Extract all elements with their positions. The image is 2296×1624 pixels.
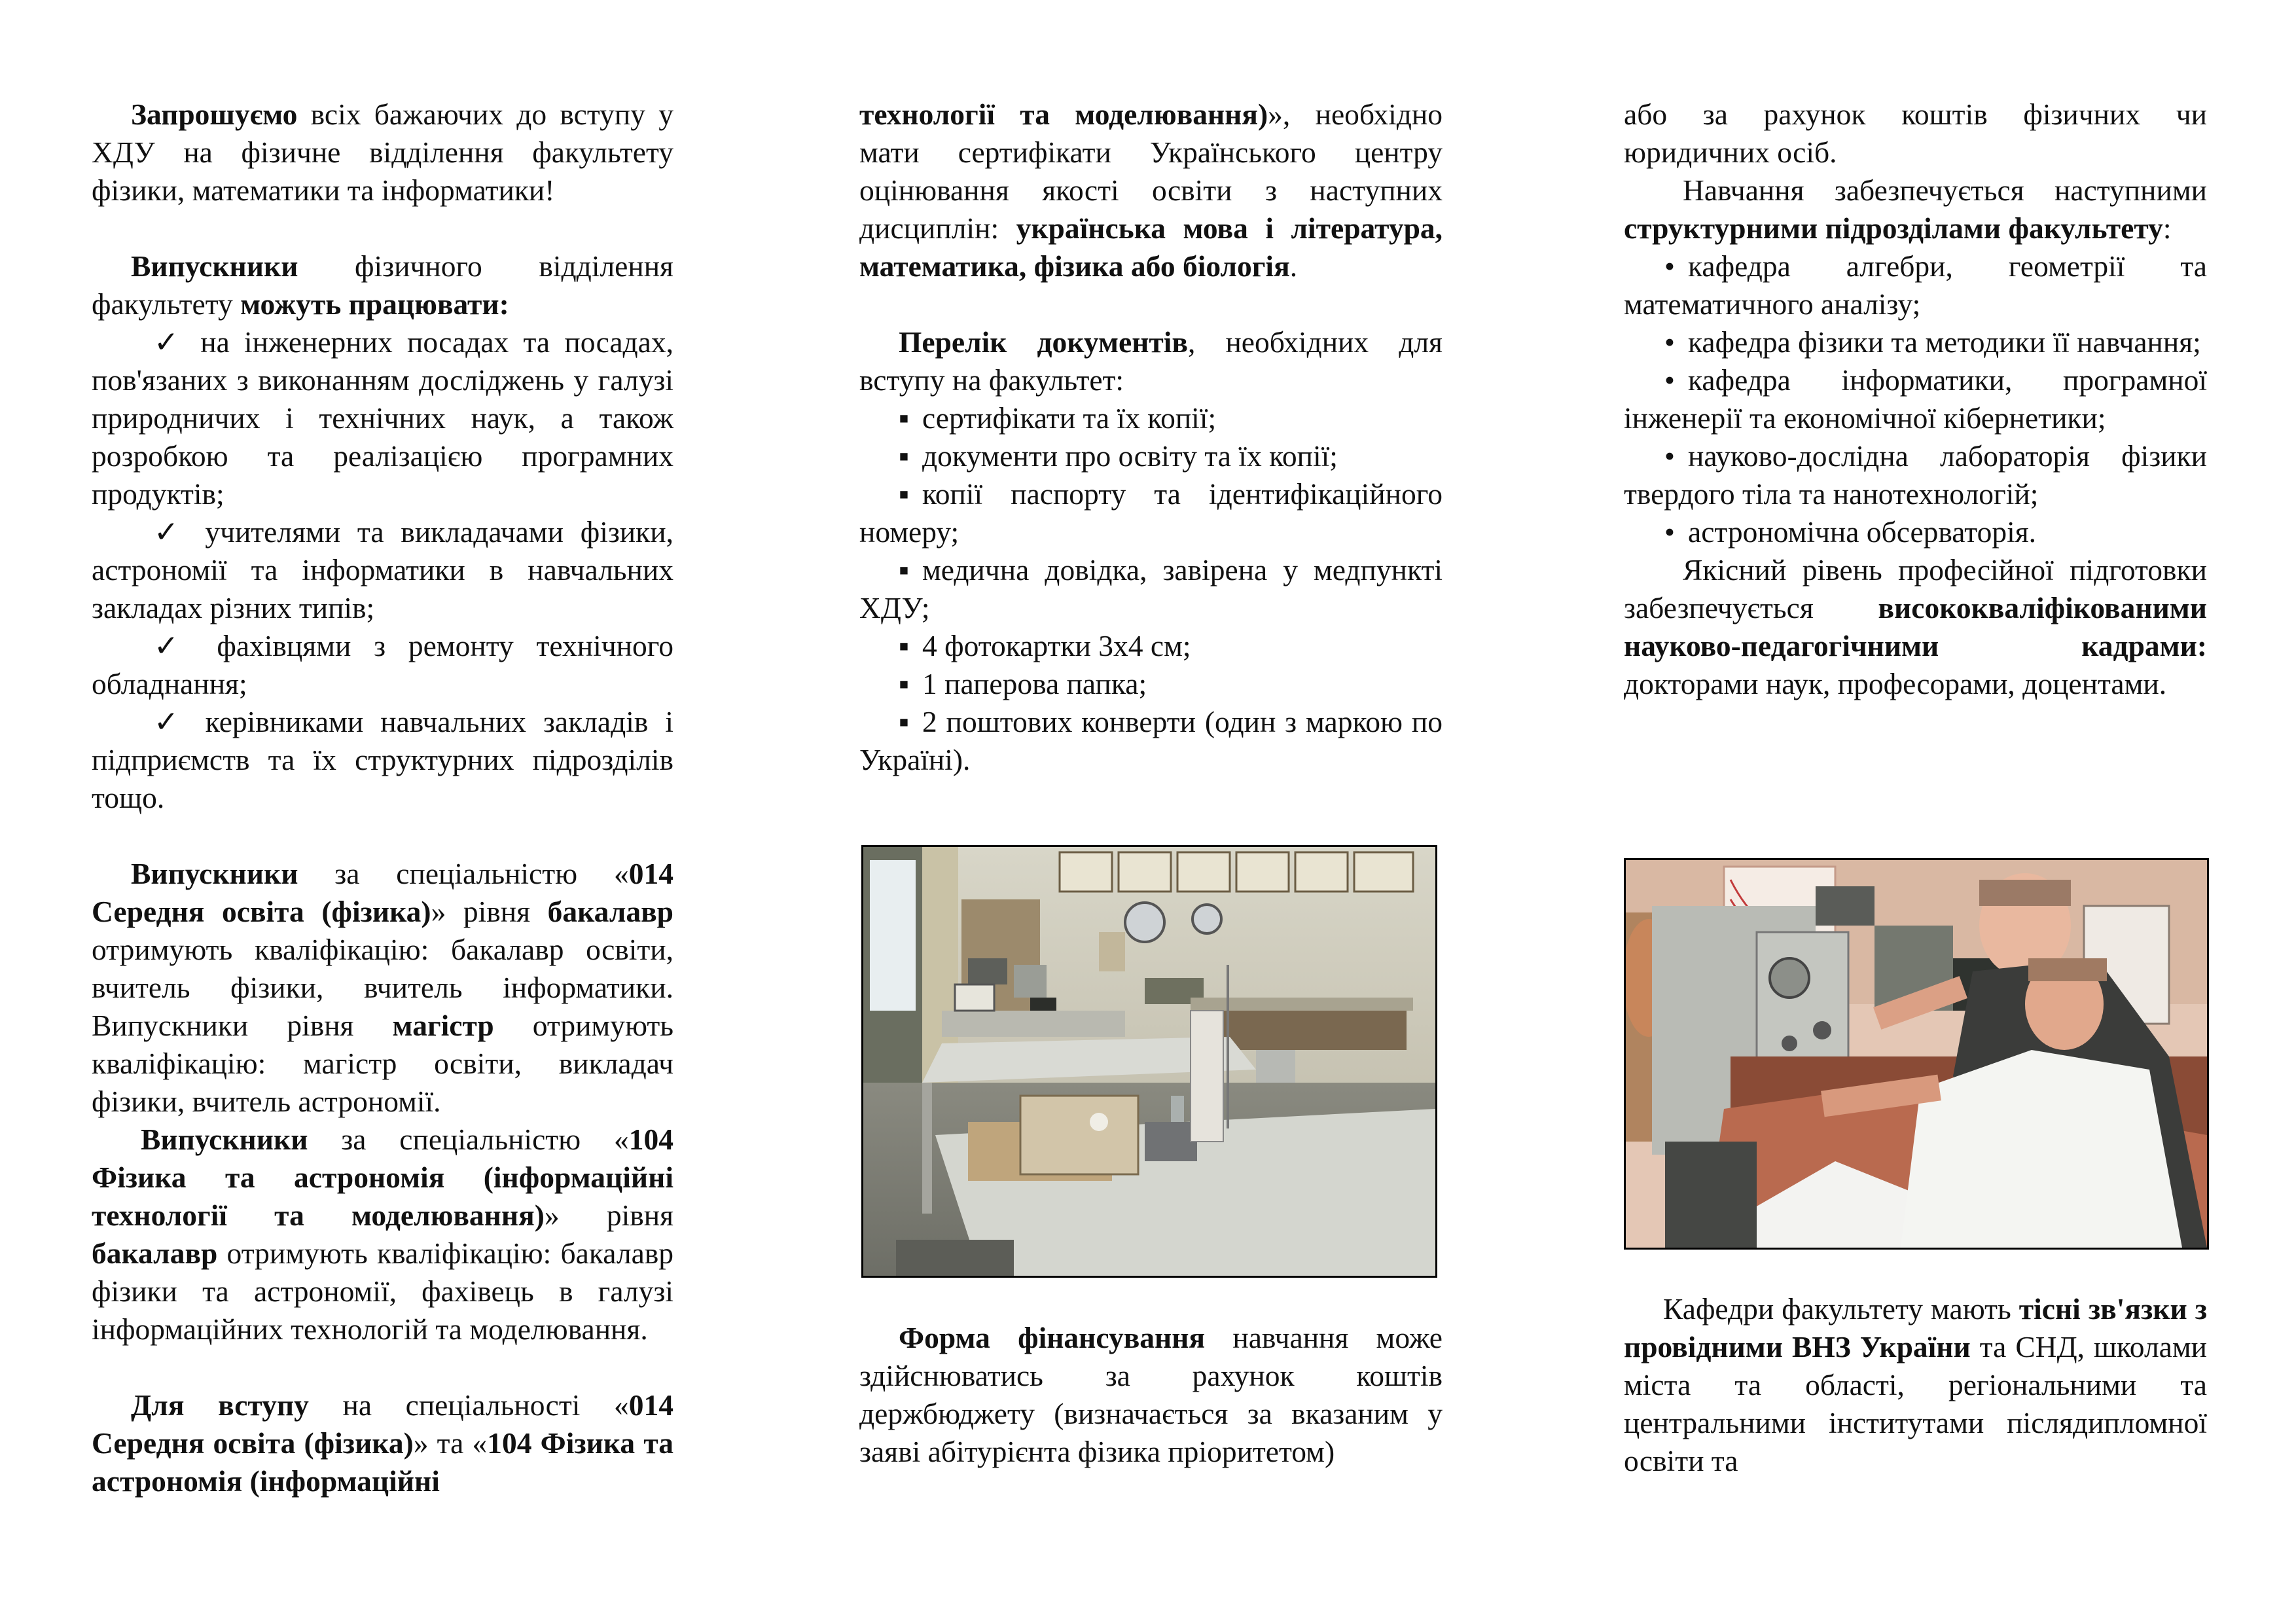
check-icon: ✓	[154, 515, 188, 549]
structure-paragraph: Навчання забезпечується наступними структурними підрозділами факультету:	[1624, 173, 2207, 245]
unit-item: • кафедра фізики та методики її навчання;	[1624, 323, 2207, 361]
specialty-014-paragraph: Випускники за спеціальністю «014 Середня освіта (фізика)» рівня бакалавр отримують кваліфікацію: бакалавр освіти, вчитель фізики, вчитель інформатики. Випускники рівня магістр отримують кваліфікацію: магістр освіти, викладач фізики, вчитель астрономії.	[92, 857, 673, 1118]
check-icon: ✓	[154, 629, 194, 662]
square-bullet-icon: ▪	[898, 439, 910, 473]
admission-paragraph: Для вступу на спеціальності «014 Середня освіта (фізика)» та «104 Фізика та астрономія (інформаційні	[92, 1388, 673, 1498]
document-item: ▪ медична довідка, завірена у медпункті ХДУ;	[859, 551, 1443, 627]
relations-block	[1624, 1290, 2207, 1480]
documents-heading: Перелік документів, необхідних для вступу на факультет:	[859, 325, 1443, 397]
graduates-work-paragraph: Випускники фізичного відділення факультету можуть працювати:	[92, 249, 673, 321]
relations-paragraph: Кафедри факультету мають тісні зв'язки з провідними ВНЗ України та СНД, школами міста та області, регіональними та центральними інститутами післядипломної освіти та	[1624, 1292, 2207, 1477]
square-bullet-icon: ▪	[898, 401, 910, 435]
career-item: ✓ учителями та викладачами фізики, астрономії та інформатики в навчальних закладах різних типів;	[92, 515, 673, 624]
square-bullet-icon: ▪	[898, 667, 910, 700]
bullet-icon: •	[1664, 515, 1675, 549]
bullet-icon: •	[1664, 325, 1675, 359]
square-bullet-icon: ▪	[898, 705, 910, 738]
career-item: ✓ на інженерних посадах та посадах, пов'язаних з виконанням досліджень у галузі природничих і технічних наук, а також розробкою та реалізацією програмних продуктів;	[92, 325, 674, 511]
unit-item: • астрономічна обсерваторія.	[1624, 513, 2207, 551]
physics-laboratory-photo	[861, 845, 1437, 1278]
bullet-icon: •	[1664, 249, 1675, 283]
document-item: ▪ 1 паперова папка;	[859, 665, 1443, 703]
document-item: ▪ сертифікати та їх копії;	[859, 399, 1443, 437]
column-3	[1624, 96, 2207, 703]
financing-block	[859, 1319, 1443, 1471]
square-bullet-icon: ▪	[898, 477, 910, 511]
document-item: ▪ документи про освіту та їх копії;	[859, 437, 1443, 475]
square-bullet-icon: ▪	[898, 553, 910, 586]
career-item: ✓ керівниками навчальних закладів і підприємств та їх структурних підрозділів тощо.	[92, 705, 673, 814]
document-item: ▪ 4 фотокартки 3х4 см;	[859, 627, 1443, 665]
funding-continuation: або за рахунок коштів фізичних чи юридичних осіб.	[1624, 98, 2207, 169]
square-bullet-icon: ▪	[898, 629, 910, 662]
financing-paragraph: Форма фінансування навчання може здійснюватись за рахунок коштів держбюджету (визначається за вказаним у заяві абітурієнта фізика пріоритетом)	[859, 1321, 1443, 1468]
column-1	[92, 96, 673, 1500]
specialty-104-paragraph: Випускники за спеціальністю «104 Фізика та астрономія (інформаційні технології та моделювання)» рівня бакалавр отримують кваліфікацію: бакалавр фізики та астрономії, фахівець в галузі інформаційних технологій та моделювання.	[92, 1123, 673, 1346]
unit-item: • науково-дослідна лабораторія фізики твердого тіла та нанотехнологій;	[1624, 437, 2207, 513]
staff-paragraph: Якісний рівень професійної підготовки забезпечується висококваліфікованими науково-педагогічними кадрами: докторами наук, професорами, доцентами.	[1624, 553, 2207, 700]
certificates-paragraph: технології та моделювання)», необхідно мати сертифікати Українського центру оцінювання якості освіти з наступних дисциплін: українська мова і література, математика, фізика або біологія.	[859, 98, 1443, 283]
unit-item: • кафедра алгебри, геометрії та математичного аналізу;	[1624, 247, 2207, 323]
bullet-icon: •	[1664, 363, 1675, 397]
document-item: ▪ 2 поштових конверти (один з маркою по Україні).	[859, 703, 1443, 779]
invitation-paragraph: Запрошуємо всіх бажаючих до вступу у ХДУ на фізичне відділення факультету фізики, математики та інформатики!	[92, 98, 673, 207]
document-item: ▪ копії паспорту та ідентифікаційного номеру;	[859, 475, 1443, 551]
check-icon: ✓	[154, 325, 186, 359]
check-icon: ✓	[154, 705, 188, 738]
unit-item: • кафедра інформатики, програмної інженерії та економічної кібернетики;	[1624, 361, 2207, 437]
students-with-oscilloscope-photo	[1624, 858, 2209, 1250]
column-2	[859, 96, 1443, 779]
career-item: ✓ фахівцями з ремонту технічного обладнання;	[92, 629, 674, 700]
bullet-icon: •	[1664, 439, 1675, 473]
